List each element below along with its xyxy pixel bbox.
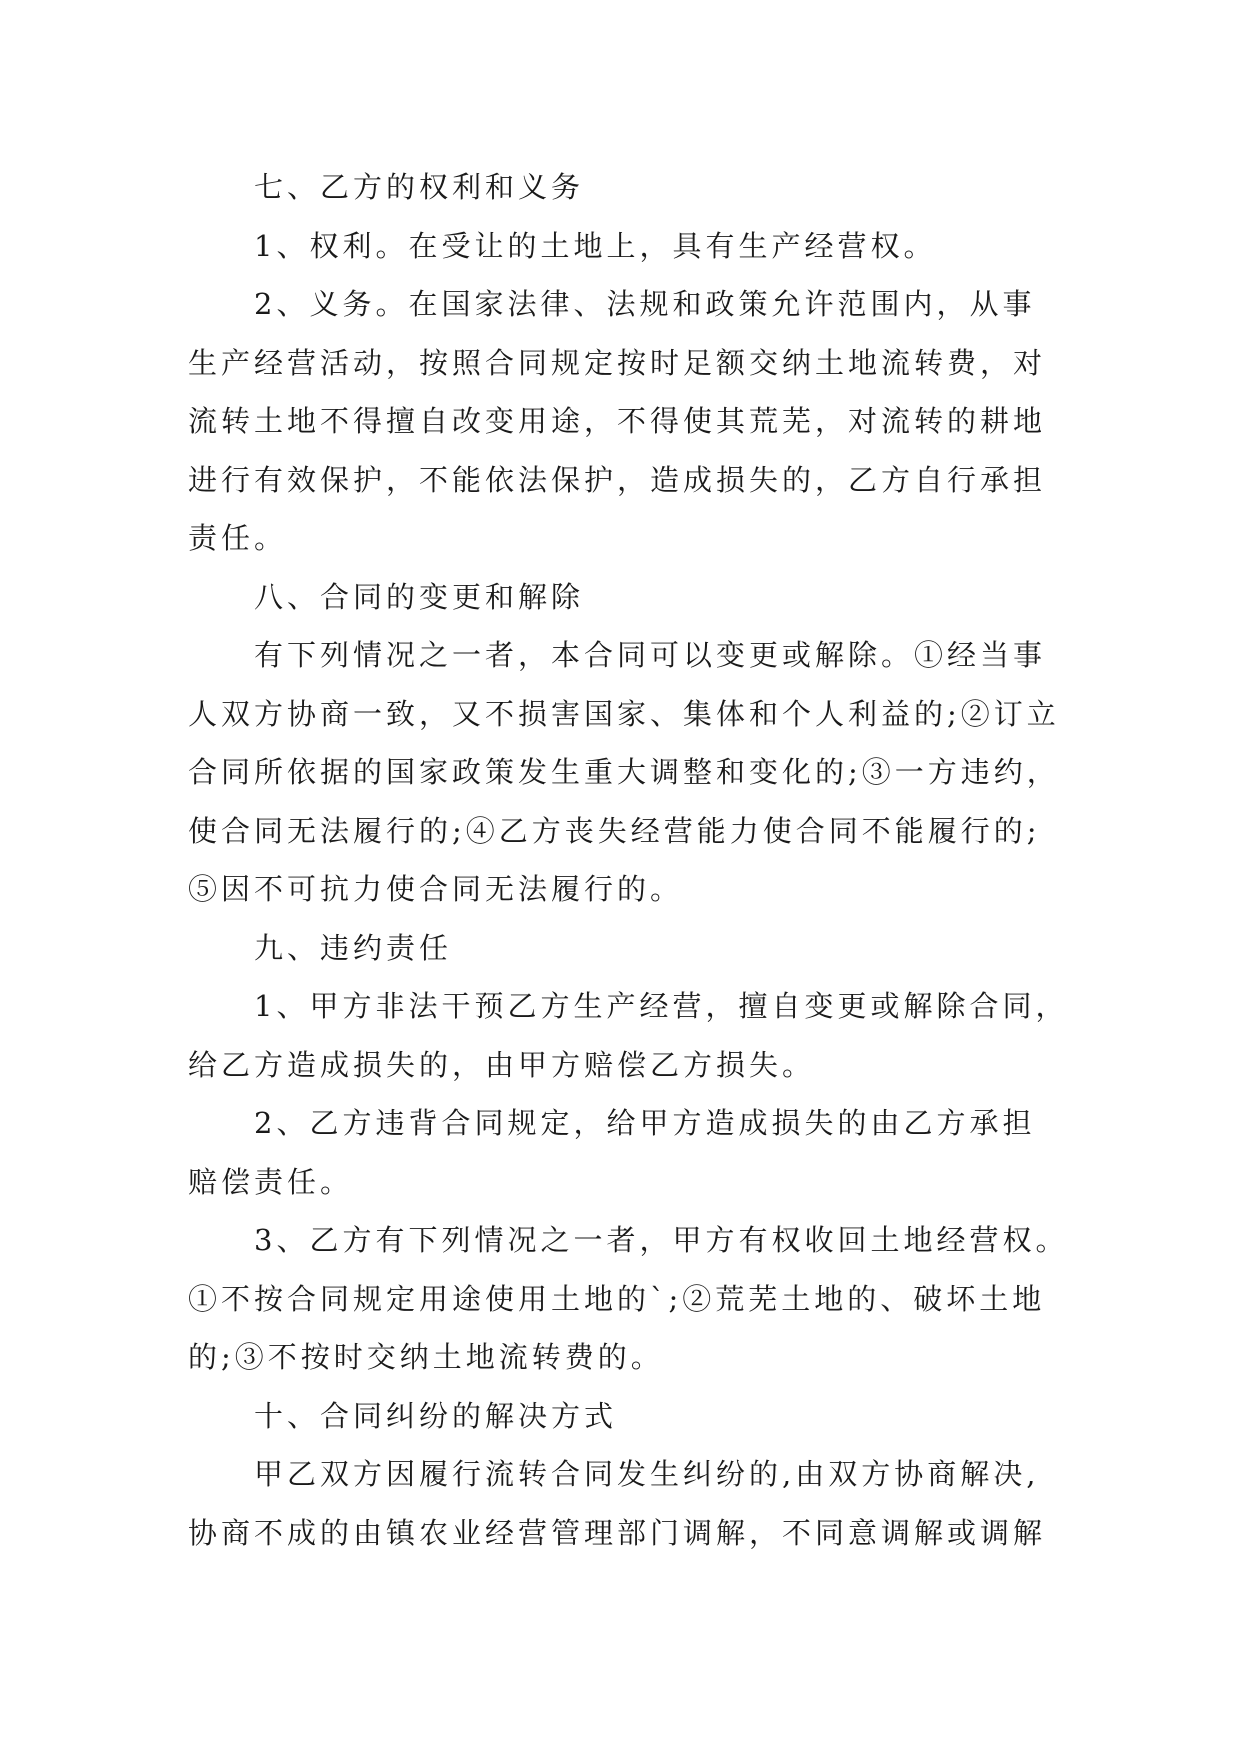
text-line: 的;③不按时交纳土地流转费的。 (188, 1340, 664, 1374)
text-line: 赔偿责任。 (188, 1164, 354, 1199)
text-line: 2、义务。在国家法律、法规和政策允许范围内，从事 (254, 287, 1036, 321)
text-line: 协商不成的由镇农业经营管理部门调解，不同意调解或调解 (188, 1515, 1047, 1550)
text-line: 生产经营活动，按照合同规定按时足额交纳土地流转费，对 (188, 345, 1047, 380)
text-line: 给乙方造成损失的，由甲方赔偿乙方损失。 (188, 1047, 816, 1082)
text-line: 1、权利。在受让的土地上，具有生产经营权。 (254, 228, 937, 263)
text-line: 使合同无法履行的;④乙方丧失经营能力使合同不能履行的; (188, 813, 1041, 848)
text-line: 责任。 (188, 521, 288, 555)
text-line: 1、甲方非法干预乙方生产经营，擅自变更或解除合同， (254, 989, 1069, 1023)
text-line: 人双方协商一致，又不损害国家、集体和个人利益的;②订立 (188, 696, 1060, 731)
text-line: ⑤因不可抗力使合同无法履行的。 (188, 872, 684, 906)
text-line: ①不按合同规定用途使用土地的`;②荒芜土地的、破坏土地 (188, 1281, 1046, 1316)
section-heading-7: 七、乙方的权利和义务 (254, 170, 585, 204)
text-line: 合同所依据的国家政策发生重大调整和变化的;③一方违约， (188, 755, 1060, 789)
text-line: 3、乙方有下列情况之一者，甲方有权收回土地经营权。 (254, 1223, 1069, 1257)
section-heading-10: 十、合同纠纷的解决方式 (254, 1398, 618, 1433)
text-line: 进行有效保护，不能依法保护，造成损失的，乙方自行承担 (188, 462, 1047, 497)
text-line: 2、乙方违背合同规定，给甲方造成损失的由乙方承担 (254, 1106, 1036, 1140)
section-heading-8: 八、合同的变更和解除 (254, 579, 585, 614)
document-body (188, 158, 1068, 1562)
section-heading-9: 九、违约责任 (254, 930, 453, 965)
text-line: 有下列情况之一者，本合同可以变更或解除。①经当事 (254, 638, 1047, 672)
text-line: 流转土地不得擅自改变用途，不得使其荒芜，对流转的耕地 (188, 404, 1047, 438)
text-line: 甲乙双方因履行流转合同发生纠纷的,由双方协商解决, (254, 1457, 1040, 1491)
